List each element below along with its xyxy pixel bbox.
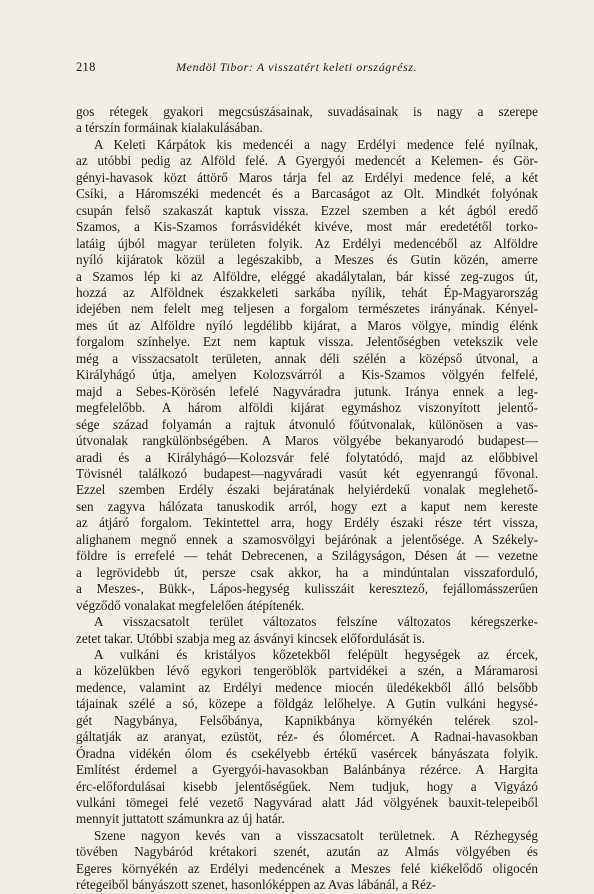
text-line: mes út az Alföldre nyíló legdélibb kijárat, a Maros völgye, mindig élénk: [76, 317, 538, 333]
text-line: Csíki, a Háromszéki medencét és a Barcaságot az Olt. Mindkét folyónak: [76, 186, 538, 202]
body-text: [76, 104, 538, 894]
text-line: tájainak szélé a só, közepe a földgáz lelőhelye. A Gutin vulkáni hegysé-: [76, 696, 538, 712]
text-line: a legrövidebb út, persze csak akkor, ha a mindúntalan visszaforduló,: [76, 564, 538, 580]
text-line: Tövisnél találkozó budapest—nagyváradi vasút két egyenrangú fővonal.: [76, 465, 538, 481]
text-line: végződő vonalakat megfelelően átépítenék.: [76, 597, 305, 613]
text-line: A vulkáni és kristályos kőzetekből felépült hegységek az ércek,: [94, 646, 538, 662]
text-line: sége század folyamán a rajtuk átvonuló főútvonalak, különösen a vas-: [76, 416, 538, 432]
paragraph: [76, 828, 538, 894]
page-header: [76, 60, 534, 78]
text-line: Királyhágó útja, amelyen Kolozsvárról a Kis-Szamos völgyén felfelé,: [76, 367, 538, 383]
text-line: medence, valamint az Erdélyi medence miocén üledékekből álló belsőbb: [76, 679, 538, 695]
text-line: gényi-havasok közt áttörő Maros tárja fel az Erdélyi medence felé, a két: [76, 169, 538, 185]
text-line: majd a Sebes-Körösén lefelé Nagyváradra jutunk. Iránya ennek a leg-: [76, 383, 538, 399]
text-line: vulkáni tömegei felé vezető Nagyvárad alatt Jád völgyének bauxit-telepeiből: [76, 795, 538, 811]
text-line: útvonalak rangkülönbségében. A Maros völgyébe bekanyarodó budapest—: [76, 433, 538, 449]
text-line: a közelükben lévő egykori tengeröblök partvidékei a szén, a Máramarosi: [76, 663, 538, 679]
running-title: Mendöl Tibor: A visszatért keleti országrész.: [176, 60, 418, 74]
page-number: 218: [76, 60, 96, 74]
text-line: forgalom színhelye. Ezt nem kaptuk vissza. Jelentőségben vetekszik vele: [76, 334, 538, 350]
text-line: a térszín formáinak kialakulásában.: [76, 120, 263, 136]
text-line: zetet takar. Utóbbi szabja meg az ásványi kincsek előfordulását is.: [76, 630, 425, 646]
text-line: még a visszacsatolt területen, annak déli szélén a középső útvonal, a: [76, 350, 538, 366]
text-line: gét Nagybánya, Felsőbánya, Kapnikbánya környékén telérek szol-: [76, 712, 538, 728]
text-line: aradi és a Királyhágó—Kolozsvár felé folytatódó, majd az előbbivel: [76, 449, 538, 465]
text-line: A visszacsatolt terület változatos felszíne változatos kéregszerke-: [94, 614, 538, 630]
text-line: idejében nem felelt meg teljesen a forgalom természetes irányának. Kényel-: [76, 301, 538, 317]
text-line: Egeres környékén az Erdélyi medencének a Meszes felé kiékelődő oligocén: [76, 860, 538, 876]
text-line: hozzá az Alföldnek északkeleti sarkába nyílik, tehát Ép-Magyarország: [76, 284, 538, 300]
paragraph: [76, 137, 538, 614]
text-line: sen zagyva hálózata tanuskodik arról, hogy ezt a kaput nem kereste: [76, 498, 538, 514]
text-line: gáltatják az aranyat, ezüstöt, réz- és ólomércet. A Radnai-havasokban: [76, 729, 538, 745]
text-line: A Keleti Kárpátok kis medencéi a nagy Erdélyi medence felé nyílnak,: [94, 136, 538, 152]
text-line: csupán felső szakaszát kaptuk vissza. Ezzel szemben a két ágból eredő: [76, 202, 538, 218]
text-line: földre is errefelé — tehát Debrecenen, a Szilágyságon, Désen át — vezetne: [76, 548, 538, 564]
paragraph: [76, 647, 538, 828]
text-line: a Szamos lép ki az Alföldre, eléggé akadálytalan, bár kissé zeg-zugos út,: [76, 268, 538, 284]
text-line: gos rétegek gyakori megcsúszásainak, suvadásainak is nagy a szerepe: [76, 104, 538, 119]
text-line: érc-előfordulásai kisebb jelentőségűek. Nem tudjuk, hogy a Vigyázó: [76, 778, 538, 794]
text-line: Óradna vidékén ólom és csekélyebb értékű vasércek bányászata folyik.: [76, 745, 538, 761]
text-line: az utóbbi pedig az Alföld felé. A Gyergyói medencét a Kelemen- és Gör-: [76, 153, 538, 169]
text-line: Említést érdemel a Gyergyói-havasokban Balánbánya rézérce. A Hargita: [76, 762, 538, 778]
text-line: alighanem megnő ennek a szamosvölgyi bejárónak a jelentősége. A Székely-: [76, 531, 538, 547]
text-line: latáig újból magyar területen folyik. Az Erdélyi medencéből az Alföldre: [76, 235, 538, 251]
text-line: nyíló kijáratok közül a legészakibb, a Meszes és Gutin közén, amerre: [76, 252, 538, 268]
text-line: az átjáró forgalom. Tekintettel arra, hogy Erdély északi része tért vissza,: [76, 515, 538, 531]
text-line: megfelelőbb. A három alföldi kijárat egymáshoz viszonyított jelentő-: [76, 400, 538, 416]
text-line: Ezzel szemben Erdély északi bejáratának helyiérdekű vonalak meglehető-: [76, 482, 538, 498]
paragraph: [76, 104, 538, 137]
text-line: a Meszes-, Bükk-, Lápos-hegység kulisszáit keresztező, fejállomásszerűen: [76, 581, 538, 597]
text-line: tövében Nagybáród krétakori szenét, azután az Almás völgyében és: [76, 844, 538, 860]
text-line: mennyit juttatott számunkra az új határ.: [76, 811, 285, 827]
text-line: Szene nagyon kevés van a visszacsatolt területnek. A Rézhegység: [94, 827, 538, 843]
text-line: Szamos, a Kis-Szamos forrásvidékét kivéve, most már eredetétől torko-: [76, 219, 538, 235]
paragraph: [76, 614, 538, 647]
text-line: rétegeiből bányászott szenet, hasonlóképpen az Avas lábánál, a Réz-: [76, 877, 437, 893]
